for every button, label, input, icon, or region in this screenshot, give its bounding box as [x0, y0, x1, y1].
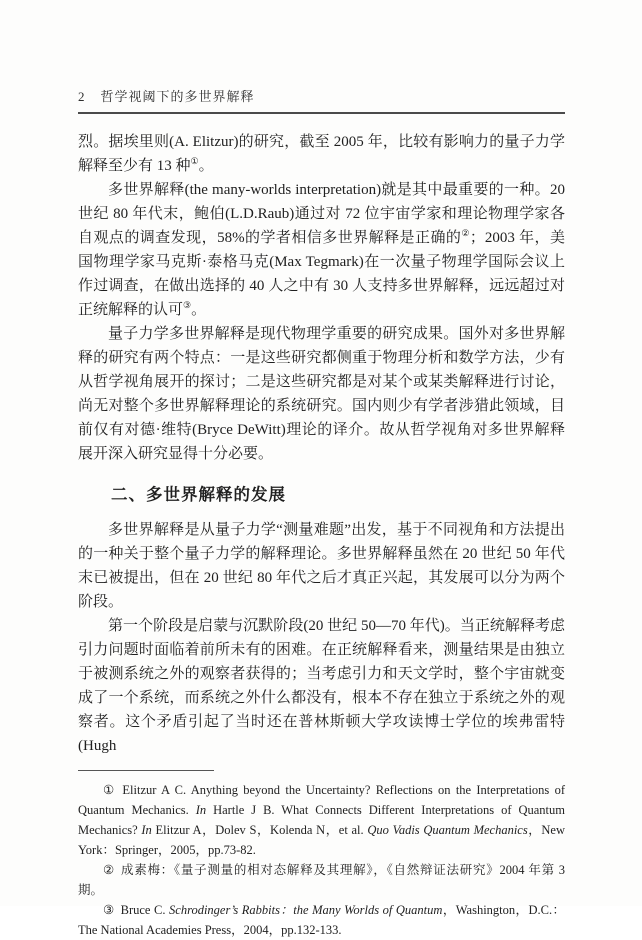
paragraph-1	[78, 130, 565, 178]
running-title: 哲学视阈下的多世界解释	[100, 89, 255, 104]
running-header	[78, 86, 565, 112]
footnotes-section	[78, 770, 565, 940]
paragraph-3	[78, 322, 565, 466]
footnote-2	[78, 860, 565, 900]
footnote-3-marker: ③	[103, 903, 115, 917]
footnote-2-marker: ②	[103, 863, 115, 877]
paragraph-2-text-b: ；2003 年，美国物理学家马克斯·泰格马克(Max Tegmark)在一次量子物理学国际会议上作过调查，在做出选择的 40 人之中有 30 人支持多世界解释，远远超过对正统解释的认可	[78, 230, 565, 318]
footnote-3-text-b: ，Washington，D.C.：The National Academies Press，2004，pp.132-133.	[78, 903, 565, 937]
paragraph-1-text: 烈。据埃里则(A. Elitzur)的研究，截至 2005 年，比较有影响力的量子力学解释至少有 13 种	[78, 134, 565, 174]
footnote-1-text-d: ，New York：Springer，2005，pp.73-82.	[78, 823, 565, 857]
paragraph-2-end: 。	[191, 302, 207, 318]
footnote-separator	[78, 770, 214, 771]
footnote-ref-3: ③	[183, 300, 192, 310]
footnote-1-marker: ①	[103, 783, 117, 797]
paragraph-1-end: 。	[198, 158, 214, 174]
footnote-ref-1: ①	[190, 156, 199, 166]
header-rule	[78, 112, 565, 114]
section-heading: 二、多世界解释的发展	[111, 485, 286, 504]
footnote-2-text: 成素梅：《量子测量的相对态解释及其理解》，《自然辩证法研究》2004 年第 3 期。	[78, 863, 565, 897]
footnote-1-text-b: Hartle J B. What Connects Different Interpretations of Quantum Mechanics?	[78, 803, 566, 837]
paragraph-2-text-a: 多世界解释(the many-worlds interpretation)就是其中最重要的一种。20 世纪 80 年代末，鲍伯(L.D.Raub)通过对 72 位宇宙学家和理论物理学家各自观点的调查发现，58%的学者相信多世界解释是正确的	[78, 182, 565, 246]
footnote-ref-2: ②	[461, 228, 470, 238]
footnote-3	[78, 900, 565, 940]
footnote-1-italic-a: In	[195, 803, 207, 817]
footnote-3-italic: Schrodinger’s Rabbits：the Many Worlds of Quantum	[169, 903, 443, 917]
paragraph-4-text: 多世界解释是从量子力学“测量难题”出发，基于不同视角和方法提出的一种关于整个量子力学的解释理论。多世界解释虽然在 20 世纪 50 年代末已被提出，但在 20 世纪 80 年代之后才真正兴起，其发展可以分为两个阶段。	[78, 522, 565, 610]
paragraph-5-text: 第一个阶段是启蒙与沉默阶段(20 世纪 50—70 年代)。当正统解释考虑引力问题时面临着前所未有的困难。在正统解释看来，测量结果是由独立于被测系统之外的观察者获得的；当考虑引力和天文学时，整个宇宙就变成了一个系统，而系统之外什么都没有，根本不存在独立于系统之外的观察者。这个矛盾引起了当时还在普林斯顿大学攻读博士学位的埃弗雷特(Hugh	[78, 618, 565, 754]
page-body	[78, 130, 565, 758]
footnote-1-italic-b: In	[141, 823, 152, 837]
page-number: 2	[78, 89, 86, 104]
footnote-1	[78, 780, 565, 860]
paragraph-5	[78, 614, 565, 758]
footnote-1-text-c: Elitzur A，Dolev S，Kolenda N，et al.	[151, 823, 368, 837]
paragraph-4	[78, 518, 565, 614]
paragraph-3-text: 量子力学多世界解释是现代物理学重要的研究成果。国外对多世界解释的研究有两个特点：一是这些研究都侧重于物理分析和数学方法，少有从哲学视角展开的探讨；二是这些研究都是对某个或某类解释进行讨论，尚无对整个多世界解释理论的系统研究。国内则少有学者涉猎此领域，目前仅有对德·维特(Bryce DeWitt)理论的译介。故从哲学视角对多世界解释展开深入研究显得十分必要。	[78, 326, 565, 462]
footnote-3-text-a: Bruce C.	[120, 903, 170, 917]
footnote-1-text-a: Elitzur A C. Anything beyond the Uncertainty? Reflections on the Interpretations of Quantum Mechanics.	[78, 783, 565, 817]
footnote-1-italic-c: Quo Vadis Quantum Mechanics	[367, 823, 528, 837]
paragraph-2	[78, 178, 565, 322]
